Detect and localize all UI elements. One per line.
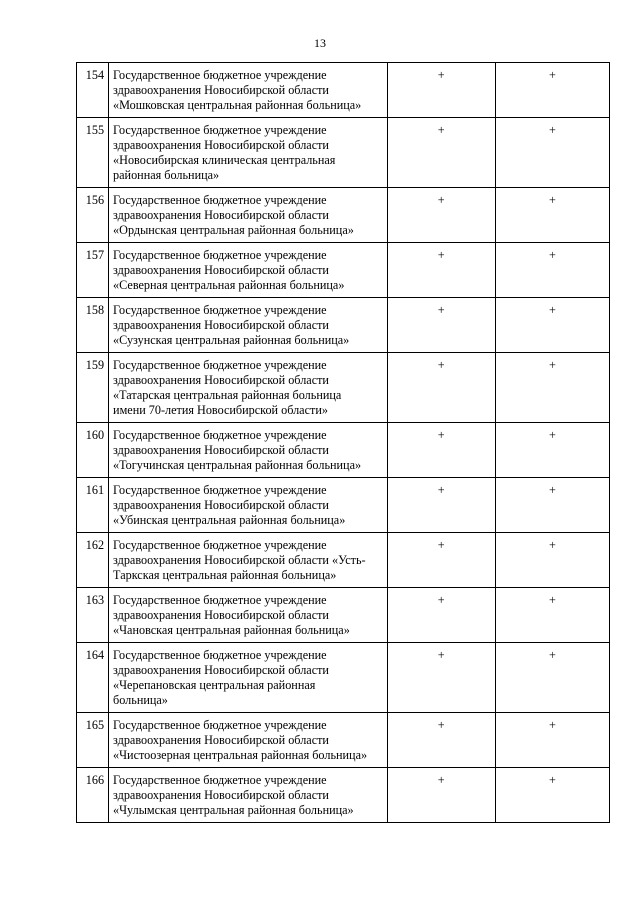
institution-name-line: здравоохранения Новосибирской области (113, 788, 329, 802)
institution-name-cell (109, 588, 388, 643)
institution-name-line: районная больница» (113, 168, 220, 182)
row-number: 163 (77, 588, 109, 643)
institution-name-line: Государственное бюджетное учреждение (113, 68, 327, 82)
mark-column-a: + (387, 533, 495, 588)
mark-column-a: + (387, 478, 495, 533)
institution-name-line: Государственное бюджетное учреждение (113, 538, 327, 552)
institution-name-line: Государственное бюджетное учреждение (113, 248, 327, 262)
institution-name-line: Государственное бюджетное учреждение (113, 428, 327, 442)
institution-name-line: «Тогучинская центральная районная больница» (113, 458, 362, 472)
mark-column-b: + (495, 298, 609, 353)
institution-name-line: Государственное бюджетное учреждение (113, 648, 327, 662)
institution-name-cell (109, 353, 388, 423)
table-row (77, 423, 610, 478)
mark-column-b: + (495, 353, 609, 423)
mark-column-a: + (387, 298, 495, 353)
institution-name-cell (109, 533, 388, 588)
row-number: 155 (77, 118, 109, 188)
institution-name-line: здравоохранения Новосибирской области (113, 263, 329, 277)
mark-column-a: + (387, 188, 495, 243)
mark-column-b: + (495, 533, 609, 588)
mark-column-b: + (495, 643, 609, 713)
row-number: 159 (77, 353, 109, 423)
institution-name-line: Государственное бюджетное учреждение (113, 358, 327, 372)
institution-name-line: здравоохранения Новосибирской области (113, 373, 329, 387)
institution-name-line: Государственное бюджетное учреждение (113, 593, 327, 607)
row-number: 156 (77, 188, 109, 243)
institution-name-line: «Северная центральная районная больница» (113, 278, 345, 292)
institution-name-line: здравоохранения Новосибирской области (113, 443, 329, 457)
mark-column-a: + (387, 63, 495, 118)
institution-name-line: Государственное бюджетное учреждение (113, 193, 327, 207)
institution-name-line: больница» (113, 693, 168, 707)
hospital-table (76, 62, 610, 823)
institution-name-line: Государственное бюджетное учреждение (113, 718, 327, 732)
mark-column-a: + (387, 768, 495, 823)
institution-name-line: здравоохранения Новосибирской области (113, 608, 329, 622)
mark-column-b: + (495, 63, 609, 118)
institution-name-line: здравоохранения Новосибирской области (113, 83, 329, 97)
institution-name-cell (109, 713, 388, 768)
row-number: 162 (77, 533, 109, 588)
institution-name-line: «Убинская центральная районная больница» (113, 513, 346, 527)
mark-column-b: + (495, 768, 609, 823)
page-number: 13 (314, 36, 326, 50)
mark-column-b: + (495, 118, 609, 188)
mark-column-a: + (387, 713, 495, 768)
mark-column-a: + (387, 643, 495, 713)
mark-column-b: + (495, 423, 609, 478)
mark-column-b: + (495, 243, 609, 298)
table-row (77, 188, 610, 243)
institution-name-line: Государственное бюджетное учреждение (113, 303, 327, 317)
mark-column-a: + (387, 588, 495, 643)
table-row (77, 533, 610, 588)
institution-name-line: «Татарская центральная районная больница (113, 388, 342, 402)
institution-name-line: «Черепановская центральная районная (113, 678, 316, 692)
institution-name-line: Государственное бюджетное учреждение (113, 123, 327, 137)
institution-name-cell (109, 768, 388, 823)
table-row (77, 478, 610, 533)
row-number: 164 (77, 643, 109, 713)
institution-name-line: «Новосибирская клиническая центральная (113, 153, 336, 167)
institution-name-line: «Чистоозерная центральная районная больница» (113, 748, 368, 762)
institution-name-line: здравоохранения Новосибирской области (113, 733, 329, 747)
mark-column-a: + (387, 243, 495, 298)
table-row (77, 63, 610, 118)
mark-column-b: + (495, 478, 609, 533)
mark-column-a: + (387, 353, 495, 423)
institution-name-line: «Мошковская центральная районная больница» (113, 98, 362, 112)
row-number: 160 (77, 423, 109, 478)
institution-name-cell (109, 643, 388, 713)
table-row (77, 588, 610, 643)
mark-column-b: + (495, 188, 609, 243)
row-number: 154 (77, 63, 109, 118)
table-row (77, 353, 610, 423)
institution-name-line: здравоохранения Новосибирской области «Усть- (113, 553, 366, 567)
table-row (77, 643, 610, 713)
row-number: 157 (77, 243, 109, 298)
row-number: 161 (77, 478, 109, 533)
institution-name-line: «Сузунская центральная районная больница» (113, 333, 350, 347)
institution-name-line: «Чулымская центральная районная больница» (113, 803, 354, 817)
mark-column-b: + (495, 588, 609, 643)
institution-name-line: Таркская центральная районная больница» (113, 568, 337, 582)
table-row (77, 118, 610, 188)
institution-name-line: здравоохранения Новосибирской области (113, 498, 329, 512)
institution-name-line: «Чановская центральная районная больница» (113, 623, 350, 637)
institution-name-line: Государственное бюджетное учреждение (113, 483, 327, 497)
row-number: 165 (77, 713, 109, 768)
institution-name-cell (109, 243, 388, 298)
row-number: 158 (77, 298, 109, 353)
table-row (77, 298, 610, 353)
mark-column-b: + (495, 713, 609, 768)
institution-name-cell (109, 118, 388, 188)
institution-name-line: имени 70-летия Новосибирской области» (113, 403, 328, 417)
institution-name-line: здравоохранения Новосибирской области (113, 208, 329, 222)
institution-name-cell (109, 63, 388, 118)
institution-name-line: здравоохранения Новосибирской области (113, 318, 329, 332)
table-row (77, 243, 610, 298)
table-row (77, 713, 610, 768)
institution-name-line: «Ордынская центральная районная больница» (113, 223, 354, 237)
mark-column-a: + (387, 423, 495, 478)
institution-name-line: здравоохранения Новосибирской области (113, 138, 329, 152)
institution-name-cell (109, 298, 388, 353)
table-body (77, 63, 610, 823)
table-row (77, 768, 610, 823)
institution-name-cell (109, 188, 388, 243)
row-number: 166 (77, 768, 109, 823)
institution-name-line: Государственное бюджетное учреждение (113, 773, 327, 787)
mark-column-a: + (387, 118, 495, 188)
institution-name-line: здравоохранения Новосибирской области (113, 663, 329, 677)
institution-name-cell (109, 423, 388, 478)
institution-name-cell (109, 478, 388, 533)
